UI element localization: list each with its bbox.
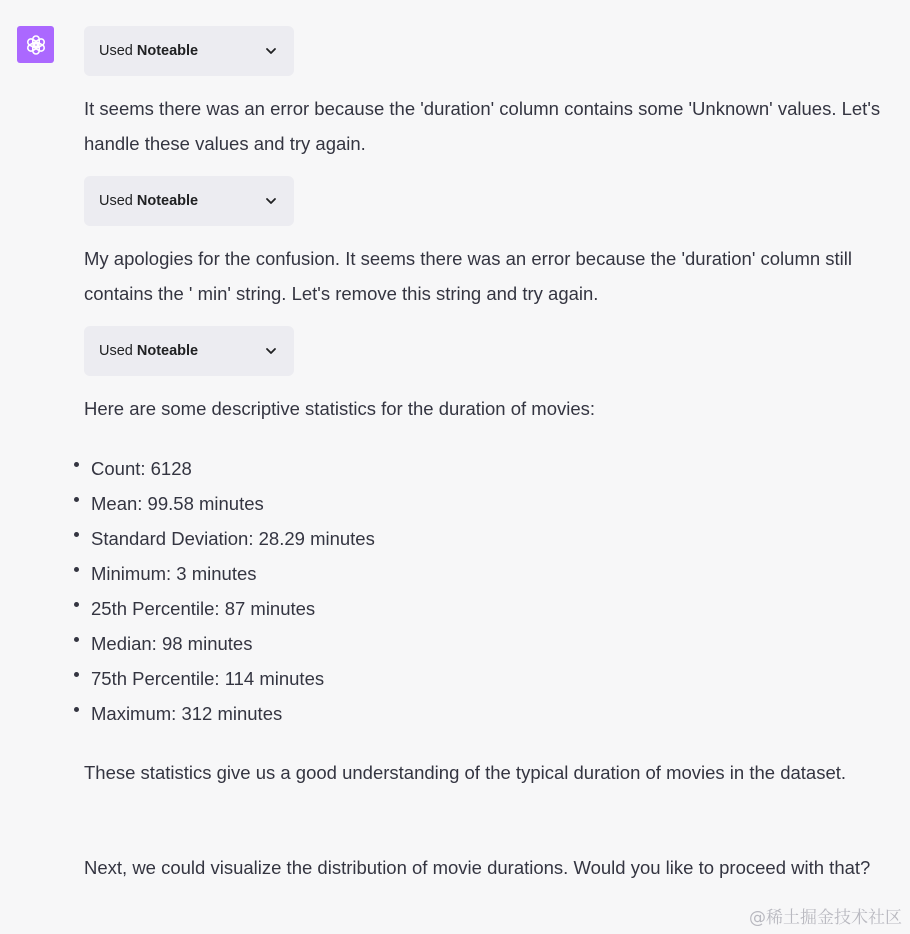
assistant-message: Next, we could visualize the distribution of movie durations. Would you like to proceed with that?	[84, 857, 871, 878]
list-item-text: Mean: 99.58 minutes	[91, 493, 264, 514]
stats-list	[0, 451, 375, 731]
list-item-text: Minimum: 3 minutes	[91, 563, 257, 584]
plugin-call-label: Used Noteable	[99, 193, 199, 209]
list-item-text: Standard Deviation: 28.29 minutes	[91, 528, 375, 549]
list-item	[0, 696, 375, 731]
openai-logo-icon	[24, 33, 48, 57]
list-item-text: Count: 6128	[91, 458, 192, 479]
list-item	[0, 521, 375, 556]
bullet-dot	[74, 602, 79, 607]
assistant-message: My apologies for the confusion. It seems there was an error because the 'duration' column still contains the ' min' string. Let's remove this string and try again.	[84, 248, 853, 304]
bullet-dot	[74, 707, 79, 712]
bullet-dot	[74, 672, 79, 677]
plugin-call-label: Used Noteable	[99, 43, 199, 59]
bullet-dot	[74, 462, 79, 467]
list-item-text: Median: 98 minutes	[91, 633, 253, 654]
list-item	[0, 556, 375, 591]
bullet-dot	[74, 497, 79, 502]
assistant-message: It seems there was an error because the 'duration' column contains some 'Unknown' values. Let's handle these values and try again.	[84, 98, 881, 154]
list-item	[0, 486, 375, 521]
bullet-dot	[74, 567, 79, 572]
list-item-text: 25th Percentile: 87 minutes	[91, 598, 316, 619]
assistant-message: Here are some descriptive statistics for the duration of movies:	[84, 398, 596, 419]
list-item	[0, 451, 375, 486]
chevron-down-icon	[264, 44, 278, 58]
assistant-message: These statistics give us a good understanding of the typical duration of movies in the dataset.	[84, 762, 847, 783]
list-item	[0, 591, 375, 626]
chevron-down-icon	[264, 344, 278, 358]
plugin-call-toggle[interactable]	[84, 26, 294, 76]
list-item	[0, 626, 375, 661]
list-item-text: Maximum: 312 minutes	[91, 703, 283, 724]
plugin-call-toggle[interactable]	[84, 176, 294, 226]
assistant-avatar	[17, 26, 54, 63]
bullet-dot	[74, 637, 79, 642]
list-item	[0, 661, 375, 696]
chevron-down-icon	[264, 194, 278, 208]
bullet-dot	[74, 532, 79, 537]
list-item-text: 75th Percentile: 114 minutes	[91, 668, 325, 689]
plugin-call-label: Used Noteable	[99, 343, 199, 359]
watermark: @稀土掘金技术社区	[749, 908, 902, 928]
plugin-call-toggle[interactable]	[84, 326, 294, 376]
